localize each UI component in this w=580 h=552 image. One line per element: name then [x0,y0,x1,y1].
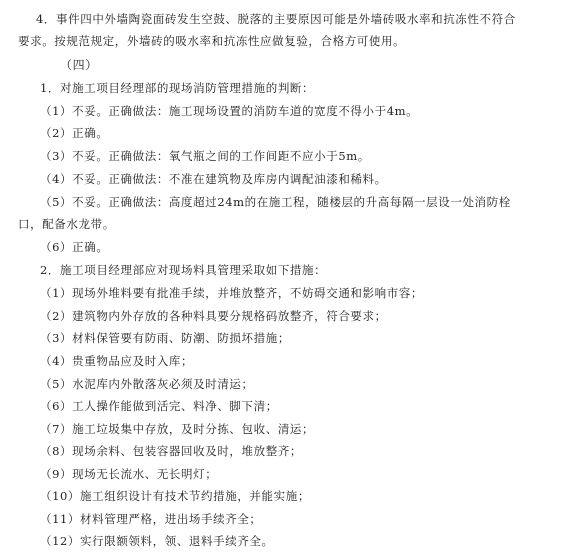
q2-item-5: （5）水泥库内外散落灰必须及时清运； [40,377,254,391]
q2-item-4: （4）贵重物品应及时入库； [40,354,194,368]
q2-item-7: （7）施工垃圾集中存放，及时分拣、包收、清运； [40,422,315,436]
q1-item-3: （3）不妥。正确做法：氧气瓶之间的工作间距不应小于5m。 [40,149,370,163]
q1-item-1: （1）不妥。正确做法：施工现场设置的消防车道的宽度不得小于4m。 [40,104,419,118]
paragraph-4-line-2: 要求。按规范规定，外墙砖的吸水率和抗冻性应做复验，合格方可使用。 [18,34,406,48]
q1-item-5-continued: 口，配备水龙带。 [18,217,115,231]
q2-item-10: （10）施工组织设计有技术节约措施，并能实施； [40,489,310,503]
q1-item-2: （2）正确。 [40,126,109,140]
q2-item-11: （11）材料管理严格，进出场手续齐全； [40,512,262,526]
q2-item-8: （8）现场余料、包装容器回收及时，堆放整齐； [40,444,303,458]
paragraph-4-line-1: 4．事件四中外墙陶瓷面砖发生空鼓、脱落的主要原因可能是外墙砖吸水率和抗冻性不符合 [36,12,516,26]
q2-item-12: （12）实行限额领料，领、退料手续齐全。 [40,534,274,548]
q1-item-5: （5）不妥。正确做法：高度超过24m的在施工程，随楼层的升高每隔一层设一处消防栓 [40,195,511,209]
q2-item-6: （6）工人操作能做到活完、料净、脚下清； [40,399,278,413]
question-2-intro: 2．施工项目经理部应对现场料具管理采取如下措施： [40,263,327,277]
q1-item-6: （6）正确。 [40,240,109,254]
q1-item-4: （4）不妥。正确做法：不准在建筑物及库房内调配油漆和稀料。 [40,172,387,186]
q2-item-9: （9）现场无长流水、无长明灯； [40,467,218,481]
q2-item-2: （2）建筑物内外存放的各种料具要分规格码放整齐，符合要求； [40,309,387,323]
q2-item-3: （3）材料保管要有防雨、防潮、防损坏措施； [40,331,290,345]
question-1-intro: 1．对施工项目经理部的现场消防管理措施的判断： [40,81,315,95]
q2-item-1: （1）现场外堆料要有批准手续，并堆放整齐，不妨碍交通和影响市容； [40,286,424,300]
section-heading: （四） [60,58,98,72]
